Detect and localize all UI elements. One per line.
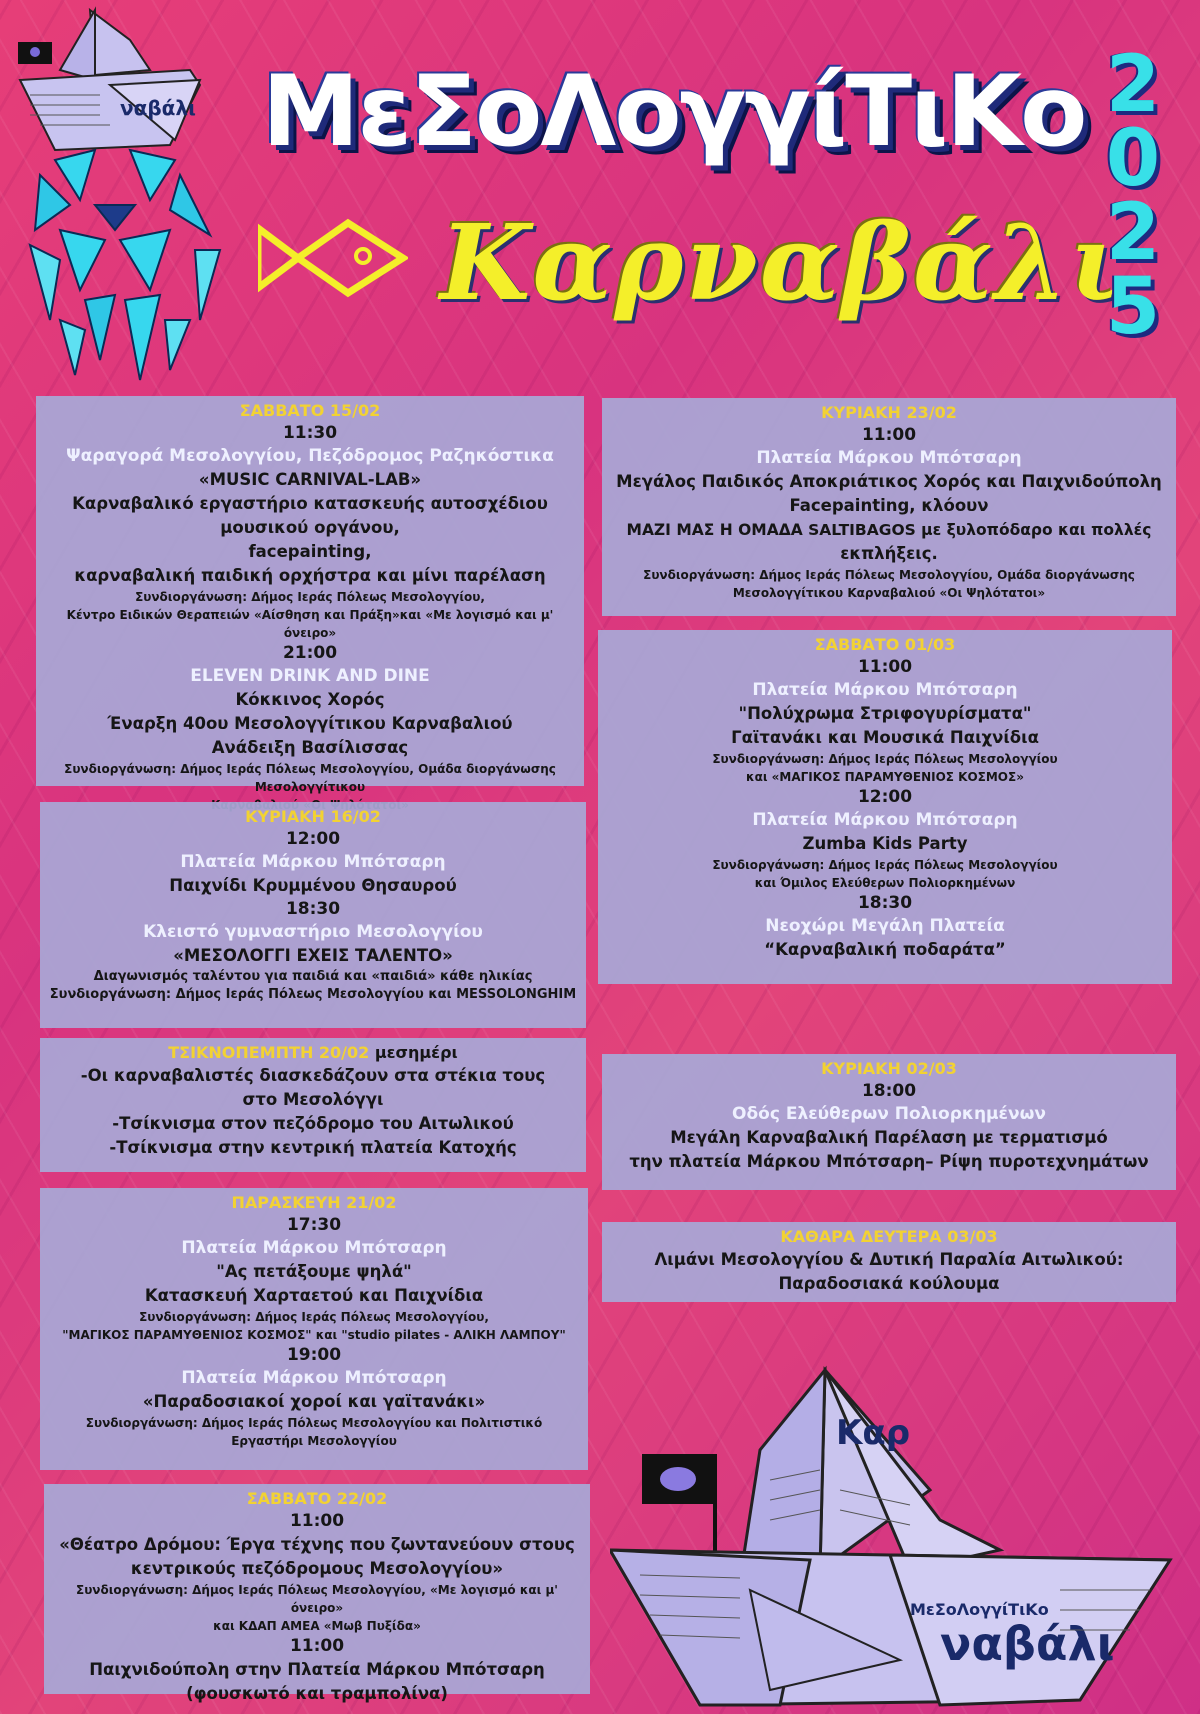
event-venue: Κλειστό γυμναστήριο Μεσολογγίου xyxy=(143,922,483,942)
event-line: Γαϊτανάκι και Μουσικά Παιχνίδια xyxy=(731,728,1039,747)
day-heading: ΚΥΡΙΑΚΗ 02/03 xyxy=(821,1059,957,1078)
event-title: Κόκκινος Χορός xyxy=(235,690,385,709)
event-time: 11:30 xyxy=(282,423,338,443)
organizers: Μεσολογγίτικου Καρναβαλιού «Οι Ψηλότατοι» xyxy=(732,586,1046,600)
day-heading xyxy=(46,1042,580,1064)
event-line: στο Μεσολόγγι xyxy=(242,1090,384,1109)
day-heading-date: ΤΣΙΚΝΟΠΕΜΠΤΗ 20/02 xyxy=(168,1043,370,1062)
organizers: Συνδιοργάνωση: Δήμος Ιεράς Πόλεως Μεσολογγίου και Πολιτιστικό xyxy=(85,1416,543,1430)
schedule-card-sun-1602 xyxy=(40,802,586,1028)
event-title: Μεγάλος Παιδικός Αποκριάτικος Χορός και Παιχνιδούπολη xyxy=(616,472,1162,491)
event-title: "Ας πετάξουμε ψηλά" xyxy=(216,1262,412,1281)
organizers: Κέντρο Ειδικών Θεραπειών «Αίσθηση και Πράξη»και «Με λογισμό και μ' όνειρο» xyxy=(66,608,554,640)
event-venue: Πλατεία Μάρκου Μπότσαρη xyxy=(181,1238,447,1258)
organizers: Συνδιοργάνωση: Δήμος Ιεράς Πόλεως Μεσολογγίου, xyxy=(135,590,485,604)
day-heading: ΚΑΘΑΡΑ ΔΕΥΤΕΡΑ 03/03 xyxy=(780,1227,998,1246)
event-title: «Θέατρο Δρόμου: Έργα τέχνης που ζωντανεύουν στους xyxy=(59,1535,575,1554)
event-venue: ELEVEN DRINK AND DINE xyxy=(190,666,430,686)
event-line: ΜΑΖΙ ΜΑΣ Η ΟΜΑΔΑ SALTIBAGOS με ξυλοπόδαρο και πολλές xyxy=(626,521,1152,539)
schedule-card-fri-2102 xyxy=(40,1188,588,1470)
schedule-card-sat-2202 xyxy=(44,1484,590,1703)
event-line: facepainting, xyxy=(248,542,372,561)
organizers: Συνδιοργάνωση: Δήμος Ιεράς Πόλεως Μεσολογγίου, xyxy=(139,1310,489,1324)
svg-text:ναβάλι: ναβάλι xyxy=(940,1617,1115,1671)
organizers: Συνδιοργάνωση: Δήμος Ιεράς Πόλεως Μεσολογγίου, Ομάδα διοργάνωσης xyxy=(643,568,1135,582)
event-title: «MUSIC CARNIVAL-LAB» xyxy=(198,470,422,489)
schedule-card-mon-0303 xyxy=(602,1222,1176,1302)
event-time: 17:30 xyxy=(286,1215,342,1235)
event-time: 12:00 xyxy=(857,787,913,807)
event-title: «ΜΕΣΟΛΟΓΓΙ ΕΧΕΙΣ ΤΑΛΕΝΤΟ» xyxy=(173,946,453,965)
organizers: Διαγωνισμός ταλέντου για παιδιά και «παιδιά» κάθε ηλικίας xyxy=(93,969,533,984)
event-title: Παιχνιδούπολη στην Πλατεία Μάρκου Μπότσαρη xyxy=(89,1660,545,1679)
year-digit: 2 xyxy=(1105,188,1161,278)
svg-text:ναβάλι: ναβάλι xyxy=(120,96,196,120)
schedule-card-thu-2002 xyxy=(40,1038,586,1172)
organizers: "ΜΑΓΙΚΟΣ ΠΑΡΑΜΥΘΕΝΙΟΣ ΚΟΣΜΟΣ" και "studio pilates - ΑΛΙΚΗ ΛΑΜΠΟΥ" xyxy=(62,1328,566,1342)
event-line: -Τσίκνισμα στην κεντρική πλατεία Κατοχής xyxy=(109,1138,517,1157)
event-title: «Παραδοσιακοί χοροί και γαϊτανάκι» xyxy=(142,1392,486,1411)
day-heading-suffix: μεσημέρι xyxy=(369,1043,458,1062)
organizers: Συνδιοργάνωση: Δήμος Ιεράς Πόλεως Μεσολογγίου xyxy=(712,752,1058,766)
schedule-card-sun-2302 xyxy=(602,398,1176,616)
year-digit: 5 xyxy=(1105,262,1161,352)
event-title: Μεγάλη Καρναβαλική Παρέλαση με τερματισμό xyxy=(670,1128,1108,1147)
event-time: 18:30 xyxy=(285,899,341,919)
event-venue: Πλατεία Μάρκου Μπότσαρη xyxy=(752,680,1018,700)
organizers: και ΚΔΑΠ ΑΜΕΑ «Μωβ Πυξίδα» xyxy=(213,1619,421,1633)
organizers: Εργαστήρι Μεσολογγίου xyxy=(231,1434,397,1448)
organizers: Συνδιοργάνωση: Δήμος Ιεράς Πόλεως Μεσολογγίου και MESSOLONGHIM xyxy=(49,987,577,1002)
event-line: Ανάδειξη Βασίλισσας xyxy=(211,738,409,757)
year-digit: 0 xyxy=(1105,114,1161,204)
day-heading: ΣΑΒΒΑΤΟ 15/02 xyxy=(239,401,381,420)
event-venue: Πλατεία Μάρκου Μπότσαρη xyxy=(180,852,446,872)
event-time: 11:00 xyxy=(289,1636,345,1656)
day-heading: ΚΥΡΙΑΚΗ 16/02 xyxy=(245,807,381,826)
event-line: (φουσκωτό και τραμπολίνα) xyxy=(186,1684,448,1703)
event-line: μουσικού οργάνου, xyxy=(220,518,400,537)
event-line: κεντρικούς πεζόδρομους Μεσολογγίου» xyxy=(130,1559,504,1578)
event-time: 18:30 xyxy=(857,893,913,913)
event-line: καρναβαλική παιδική ορχήστρα και μίνι παρέλαση xyxy=(74,566,546,585)
svg-text:Καρ: Καρ xyxy=(836,1413,911,1453)
event-venue: Οδός Ελεύθερων Πολιορκημένων xyxy=(732,1104,1046,1124)
organizers: Συνδιοργάνωση: Δήμος Ιεράς Πόλεως Μεσολογγίου xyxy=(712,858,1058,872)
event-time: 11:00 xyxy=(861,425,917,445)
organizers: Συνδιοργάνωση: Δήμος Ιεράς Πόλεως Μεσολογγίου, Ομάδα διοργάνωσης Μεσολογγίτικου xyxy=(64,762,556,794)
event-line: Παραδοσιακά κούλουμα xyxy=(778,1274,1000,1293)
day-heading: ΠΑΡΑΣΚΕΥΗ 21/02 xyxy=(231,1193,397,1212)
event-title: "Πολύχρωμα Στριφογυρίσματα" xyxy=(738,704,1032,723)
event-time: 11:00 xyxy=(857,657,913,677)
event-time: 19:00 xyxy=(286,1345,342,1365)
event-line: -Τσίκνισμα στον πεζόδρομο του Αιτωλικού xyxy=(112,1114,514,1133)
day-heading: ΣΑΒΒΑΤΟ 22/02 xyxy=(246,1489,388,1508)
event-venue: Ψαραγορά Μεσολογγίου, Πεζόδρομος Ραζηκόστικα xyxy=(66,446,554,466)
event-time: 18:00 xyxy=(861,1081,917,1101)
paper-boat-icon xyxy=(610,1360,1200,1714)
event-line: την πλατεία Μάρκου Μπότσαρη– Ρίψη πυροτεχνημάτων xyxy=(629,1152,1149,1171)
svg-text:ΜεΣοΛογγίΤιΚο: ΜεΣοΛογγίΤιΚο xyxy=(910,1600,1049,1619)
event-venue: Πλατεία Μάρκου Μπότσαρη xyxy=(756,448,1022,468)
event-line: -Οι καρναβαλιστές διασκεδάζουν στα στέκια τους xyxy=(80,1066,546,1085)
schedule-card-sat-0103 xyxy=(598,630,1172,984)
event-time: 12:00 xyxy=(285,829,341,849)
schedule-card-sun-0203 xyxy=(602,1054,1176,1190)
event-time: 11:00 xyxy=(289,1511,345,1531)
event-line: Facepainting, κλόουν xyxy=(789,496,989,515)
year-label xyxy=(1078,40,1188,352)
event-time: 21:00 xyxy=(282,643,338,663)
year-digit: 2 xyxy=(1105,40,1161,130)
event-title: “Καρναβαλική ποδαράτα” xyxy=(764,940,1006,959)
page-subtitle: Καρναβάλι xyxy=(440,201,1123,324)
day-heading: ΚΥΡΙΑΚΗ 23/02 xyxy=(821,403,957,422)
event-title: Παιχνίδι Κρυμμένου Θησαυρού xyxy=(169,876,457,895)
organizers: Συνδιοργάνωση: Δήμος Ιεράς Πόλεως Μεσολογγίου, «Με λογισμό και μ' όνειρο» xyxy=(76,1583,558,1615)
event-title: Zumba Kids Party xyxy=(802,834,968,853)
event-venue: Πλατεία Μάρκου Μπότσαρη xyxy=(181,1368,447,1388)
organizers: και Όμιλος Ελεύθερων Πολιορκημένων xyxy=(754,876,1016,890)
event-line: εκπλήξεις. xyxy=(840,544,938,563)
paper-boat-icon xyxy=(20,10,200,150)
event-venue: Νεοχώρι Μεγάλη Πλατεία xyxy=(765,916,1005,936)
schedule-card-sat-1502 xyxy=(36,396,584,794)
event-line: Έναρξη 40ου Μεσολογγίτικου Καρναβαλιού xyxy=(107,714,513,733)
day-heading: ΣΑΒΒΑΤΟ 01/03 xyxy=(814,635,956,654)
event-line: Καρναβαλικό εργαστήριο κατασκευής αυτοσχέδιου xyxy=(72,494,548,513)
organizers: και «ΜΑΓΙΚΟΣ ΠΑΡΑΜΥΘΕΝΙΟΣ ΚΟΣΜΟΣ» xyxy=(746,770,1024,784)
event-title: Λιμάνι Μεσολογγίου & Δυτική Παραλία Αιτωλικού: xyxy=(654,1250,1124,1269)
event-line: Κατασκευή Χαρταετού και Παιχνίδια xyxy=(144,1286,484,1305)
pirate-flag-icon xyxy=(642,1454,715,1560)
event-venue: Πλατεία Μάρκου Μπότσαρη xyxy=(752,810,1018,830)
page-title: ΜεΣοΛογγίΤιΚο xyxy=(262,55,1086,169)
pirate-flag-icon xyxy=(18,40,58,70)
fish-icon xyxy=(258,218,408,298)
